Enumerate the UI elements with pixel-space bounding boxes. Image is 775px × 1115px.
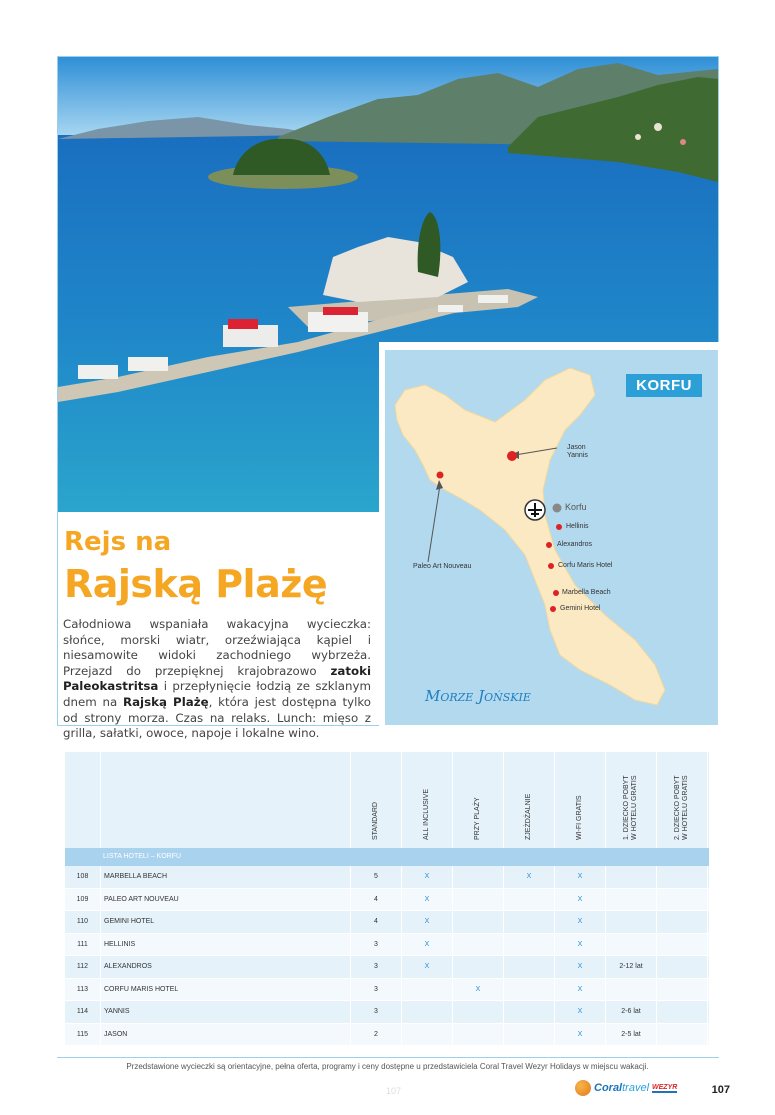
table-cell: [657, 911, 708, 933]
table-cell: [504, 889, 555, 911]
table-cell: [402, 1024, 453, 1046]
hotel-number: 108: [65, 866, 101, 888]
hotel-name: HELLINIS: [101, 934, 351, 956]
hotel-name: GEMINI HOTEL: [101, 911, 351, 933]
header-cell: [606, 752, 657, 848]
table-cell: X: [402, 866, 453, 888]
table-cell: [606, 889, 657, 911]
table-header: [65, 752, 709, 848]
table-row: [65, 889, 709, 912]
hotel-number: 110: [65, 911, 101, 933]
table-cell: 4: [351, 911, 402, 933]
map-label-marbella: Marbella Beach: [562, 589, 611, 596]
map-label-hellinis: Hellinis: [566, 523, 589, 530]
korfu-map: [385, 350, 718, 725]
map-label-paleo: Paleo Art Nouveau: [413, 563, 472, 570]
table-cell: 2-12 lat: [606, 956, 657, 978]
table-cell: X: [555, 1024, 606, 1046]
map-label-corfu-maris: Corfu Maris Hotel: [558, 562, 613, 569]
table-cell: X: [555, 889, 606, 911]
table-cell: X: [402, 934, 453, 956]
header-cell: [504, 752, 555, 848]
column-header: ZJEŻDŻALNIE: [525, 793, 532, 840]
table-group-label: LISTA HOTELI – KORFU: [65, 848, 709, 866]
table-cell: 2-5 lat: [606, 1024, 657, 1046]
table-cell: [453, 1024, 504, 1046]
column-header: 1. DZIECKO POBYT W HOTELU GRATIS: [623, 775, 638, 840]
table-cell: X: [555, 934, 606, 956]
table-cell: [657, 1001, 708, 1023]
title-line-1: Rejs na: [64, 527, 172, 557]
header-cell-empty: [65, 752, 101, 848]
table-row: [65, 866, 709, 889]
table-cell: X: [453, 979, 504, 1001]
hotel-number: 112: [65, 956, 101, 978]
table-cell: [453, 934, 504, 956]
table-row: [65, 911, 709, 934]
table-cell: [606, 979, 657, 1001]
hotel-number: 115: [65, 1024, 101, 1046]
table-cell: [504, 911, 555, 933]
description: [63, 617, 371, 742]
header-cell: [453, 752, 504, 848]
hotel-number: 114: [65, 1001, 101, 1023]
logo-coral: Coral: [594, 1082, 623, 1094]
table-cell: [606, 866, 657, 888]
hotel-table: [65, 752, 709, 1046]
table-cell: [657, 979, 708, 1001]
header-cell: [402, 752, 453, 848]
table-cell: 3: [351, 934, 402, 956]
table-cell: [606, 934, 657, 956]
table-cell: [453, 911, 504, 933]
hotel-number: 113: [65, 979, 101, 1001]
table-cell: [453, 1001, 504, 1023]
map-label-jason-yannis: Jason Yannis: [567, 444, 588, 459]
table-cell: X: [402, 956, 453, 978]
table-cell: [504, 979, 555, 1001]
desc-bold-1: zatoki Paleokastritsa: [63, 663, 371, 694]
page-number: 107: [711, 1084, 730, 1096]
table-cell: X: [402, 911, 453, 933]
header-cell-empty: [101, 752, 351, 848]
table-cell: 2-6 lat: [606, 1001, 657, 1023]
table-cell: X: [402, 889, 453, 911]
table-cell: 5: [351, 866, 402, 888]
table-cell: 3: [351, 979, 402, 1001]
table-cell: X: [555, 956, 606, 978]
table-cell: X: [555, 911, 606, 933]
desc-text-3: , która jest dostępna tylko od strony morza. Czas na relaks. Lunch: mięso z grilla, sałatki, owoce, napoje i lokalne wino.: [63, 694, 371, 741]
table-cell: [453, 889, 504, 911]
desc-text-1: Całodniowa wspaniała wakacyjna wycieczka: słońce, morski wiatr, orzeźwiająca kąpiel i niesamowite widoki zachodniego wybrzeża. Przejazd do przepięknej krajobrazowo: [63, 617, 371, 678]
hotel-number: 111: [65, 934, 101, 956]
header-cell: [351, 752, 402, 848]
table-cell: [453, 866, 504, 888]
sea-label: Morze Jońskie: [425, 687, 531, 705]
hotel-name: MARBELLA BEACH: [101, 866, 351, 888]
table-cell: [657, 956, 708, 978]
table-row: [65, 979, 709, 1002]
table-row: [65, 934, 709, 957]
map-panel: [379, 342, 719, 726]
logo-travel: travel: [622, 1082, 650, 1094]
table-cell: [402, 1001, 453, 1023]
hotel-number: 109: [65, 889, 101, 911]
map-label-alexandros: Alexandros: [557, 541, 593, 548]
page-number-faint: 107: [386, 1086, 402, 1096]
desc-text-2: i przepłynięcie łodzią ze szklanym dnem na: [63, 679, 371, 709]
table-cell: [504, 956, 555, 978]
hotel-name: CORFU MARIS HOTEL: [101, 979, 351, 1001]
column-header: PRZY PLAŻY: [474, 797, 481, 840]
map-label-gemini: Gemini Hotel: [560, 605, 601, 612]
column-header: STANDARD: [372, 802, 379, 840]
table-cell: X: [555, 1001, 606, 1023]
table-cell: X: [504, 866, 555, 888]
table-cell: [504, 1024, 555, 1046]
table-cell: [657, 1024, 708, 1046]
column-header: ALL INCLUSIVE: [423, 788, 430, 840]
table-cell: [504, 1001, 555, 1023]
header-cell: [555, 752, 606, 848]
hotel-name: PALEO ART NOUVEAU: [101, 889, 351, 911]
footnote: Przedstawione wycieczki są orientacyjne, pełna oferta, programy i ceny dostępne u przedstawiciela Coral Travel Wezyr Holidays w miejscu wakacji.: [126, 1062, 649, 1071]
column-header: 2. DZIECKO POBYT W HOTELU GRATIS: [674, 775, 689, 840]
logo-globe-icon: [575, 1080, 591, 1096]
desc-bold-2: Rajską Plażę: [123, 694, 209, 709]
table-row: [65, 1024, 709, 1047]
table-cell: [657, 889, 708, 911]
logo-wezyr: WEZYR: [652, 1083, 678, 1091]
logo-text: [594, 1082, 649, 1094]
column-header: WI-FI GRATIS: [576, 795, 583, 840]
table-cell: [402, 979, 453, 1001]
table-cell: [504, 934, 555, 956]
table-cell: 3: [351, 956, 402, 978]
table-row: [65, 1001, 709, 1024]
table-cell: X: [555, 866, 606, 888]
table-cell: [453, 956, 504, 978]
region-badge: KORFU: [626, 374, 702, 397]
table-cell: [657, 934, 708, 956]
hotel-name: ALEXANDROS: [101, 956, 351, 978]
table-cell: [657, 866, 708, 888]
table-cell: [606, 911, 657, 933]
map-label-korfu: Korfu: [565, 502, 587, 512]
table-cell: X: [555, 979, 606, 1001]
hotel-name: YANNIS: [101, 1001, 351, 1023]
coral-travel-logo: [575, 1080, 677, 1096]
table-cell: 4: [351, 889, 402, 911]
table-cell: 2: [351, 1024, 402, 1046]
footer-divider: [57, 1057, 719, 1058]
table-cell: 3: [351, 1001, 402, 1023]
hotel-name: JASON: [101, 1024, 351, 1046]
header-cell: [657, 752, 708, 848]
table-row: [65, 956, 709, 979]
title-line-2: Rajską Plażę: [64, 562, 328, 606]
table-body: [65, 866, 709, 1046]
